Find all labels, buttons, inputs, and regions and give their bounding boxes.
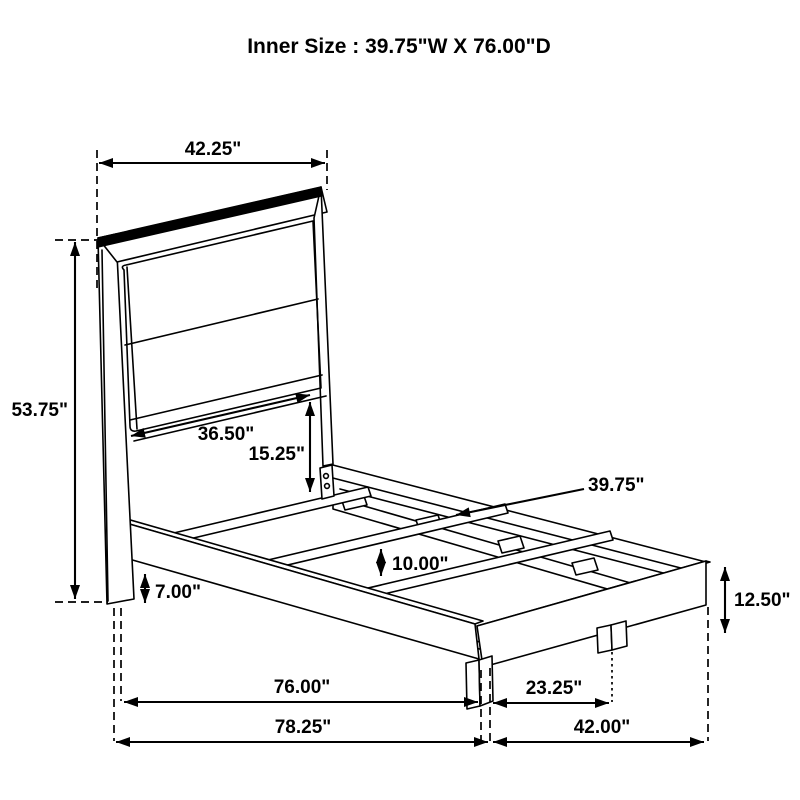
dimension-inner-slat-width — [456, 475, 645, 515]
overall-length-label: 78.25" — [274, 717, 332, 738]
dimension-side-rail-height — [725, 567, 791, 633]
dimension-overall-length — [116, 717, 488, 742]
side-rail-height-label: 12.50" — [734, 590, 791, 611]
foot-leg-spacing-label: 23.25" — [525, 678, 583, 699]
inner-slat-width-label: 39.75" — [588, 475, 645, 496]
dimension-foot-width — [493, 717, 704, 742]
rail-bracket — [320, 465, 334, 499]
dimension-panel-to-rail — [248, 402, 310, 492]
foot-width-label: 42.00" — [573, 717, 631, 738]
dimension-headboard-width — [99, 139, 325, 163]
headboard-width-label: 42.25" — [184, 139, 242, 160]
headboard-inner-width-label: 36.50" — [197, 424, 255, 445]
dimension-headboard-height — [11, 242, 75, 599]
headboard-height-label: 53.75" — [11, 400, 68, 421]
dimension-foot-leg-spacing — [493, 678, 609, 703]
inner-length-label: 76.00" — [273, 677, 331, 698]
panel-to-rail-label: 15.25" — [248, 444, 305, 465]
slat-spacing-label: 10.00" — [392, 554, 449, 575]
dimension-slat-spacing — [381, 549, 449, 576]
dimension-floor-clearance — [145, 574, 201, 603]
dimension-inner-length — [124, 677, 478, 702]
floor-clearance-label: 7.00" — [155, 582, 201, 603]
page-title: Inner Size : 39.75"W X 76.00"D — [247, 35, 551, 58]
